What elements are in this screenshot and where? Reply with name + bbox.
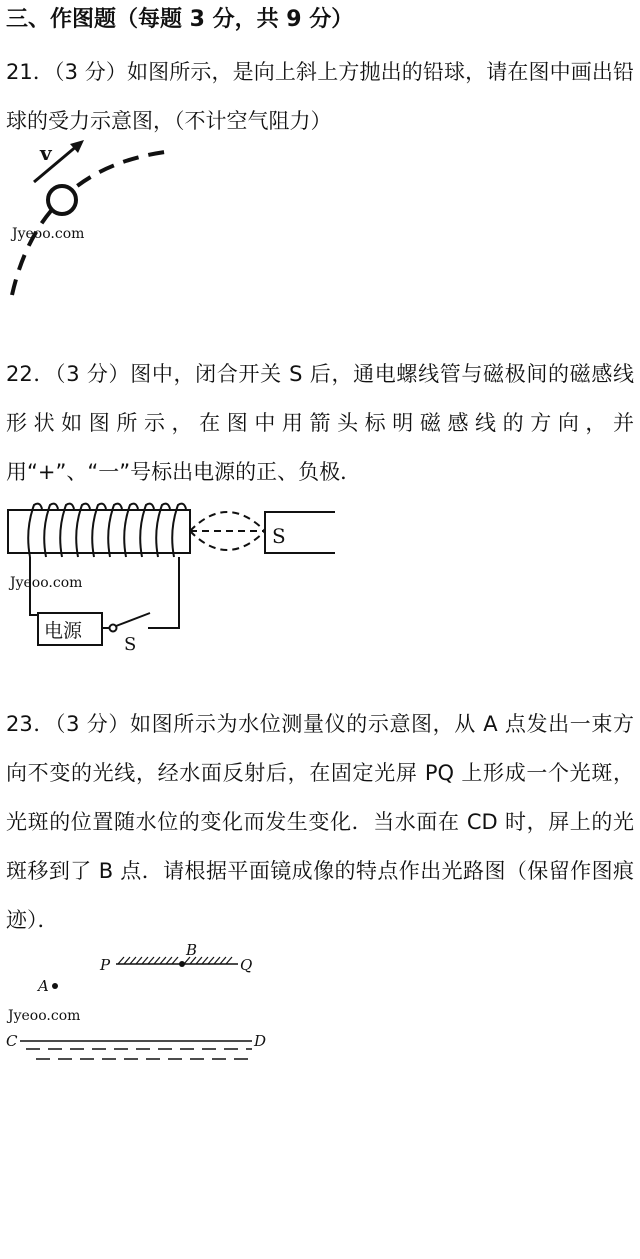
solenoid-core bbox=[8, 510, 190, 553]
shot-put-ball bbox=[48, 186, 76, 214]
label-c: C bbox=[6, 1032, 18, 1050]
label-p: P bbox=[100, 956, 111, 974]
field-line-lower bbox=[190, 531, 265, 550]
water-level-figure bbox=[0, 940, 280, 1070]
shot-put-figure bbox=[0, 140, 200, 310]
question-23-text: 23．（3 分）如图所示为水位测量仪的示意图，从 A 点发出一束方向不变的光线，经水面反射后，在固定光屏 PQ 上形成一个光斑，光斑的位置随水位的变化而发生变化．当水面在 CD 时，屏上的光斑移到了 B 点．请根据平面镜成像的特点作出光路图（保留作图痕迹）． bbox=[6, 712, 634, 932]
switch-pivot bbox=[110, 625, 117, 632]
solenoid-figure bbox=[0, 495, 345, 655]
point-a bbox=[52, 983, 58, 989]
section-title: 三、作图题（每题 3 分，共 9 分） bbox=[6, 7, 354, 32]
power-source-label: 电源 bbox=[44, 620, 83, 642]
label-b: B bbox=[186, 941, 198, 959]
label-d: D bbox=[254, 1032, 267, 1050]
question-22-text: 22．（3 分）图中，闭合开关 S 后，通电螺线管与磁极间的磁感线形状如图所示，在图中用箭头标明磁感线的方向，并用“+”、“一”号标出电源的正、负极． bbox=[6, 362, 634, 484]
switch-label: S bbox=[124, 634, 137, 655]
watermark: Jyeoo.com bbox=[10, 575, 83, 591]
watermark: Jyeoo.com bbox=[8, 1008, 81, 1024]
question-21-text: 21．（3 分）如图所示，是向上斜上方抛出的铅球，请在图中画出铅球的受力示意图，（不计空气阻力） bbox=[6, 60, 634, 133]
circuit-wire-right bbox=[148, 557, 179, 628]
label-q: Q bbox=[240, 956, 253, 974]
label-a: A bbox=[38, 977, 49, 995]
screen-hatching bbox=[118, 957, 232, 964]
watermark: Jyeoo.com bbox=[12, 226, 85, 242]
magnet-pole-label: S bbox=[272, 524, 286, 548]
trajectory-dashed-curve bbox=[12, 152, 165, 295]
point-b bbox=[179, 961, 185, 967]
velocity-label: v bbox=[40, 141, 52, 165]
field-line-upper bbox=[190, 512, 265, 531]
switch-arm bbox=[116, 613, 150, 626]
